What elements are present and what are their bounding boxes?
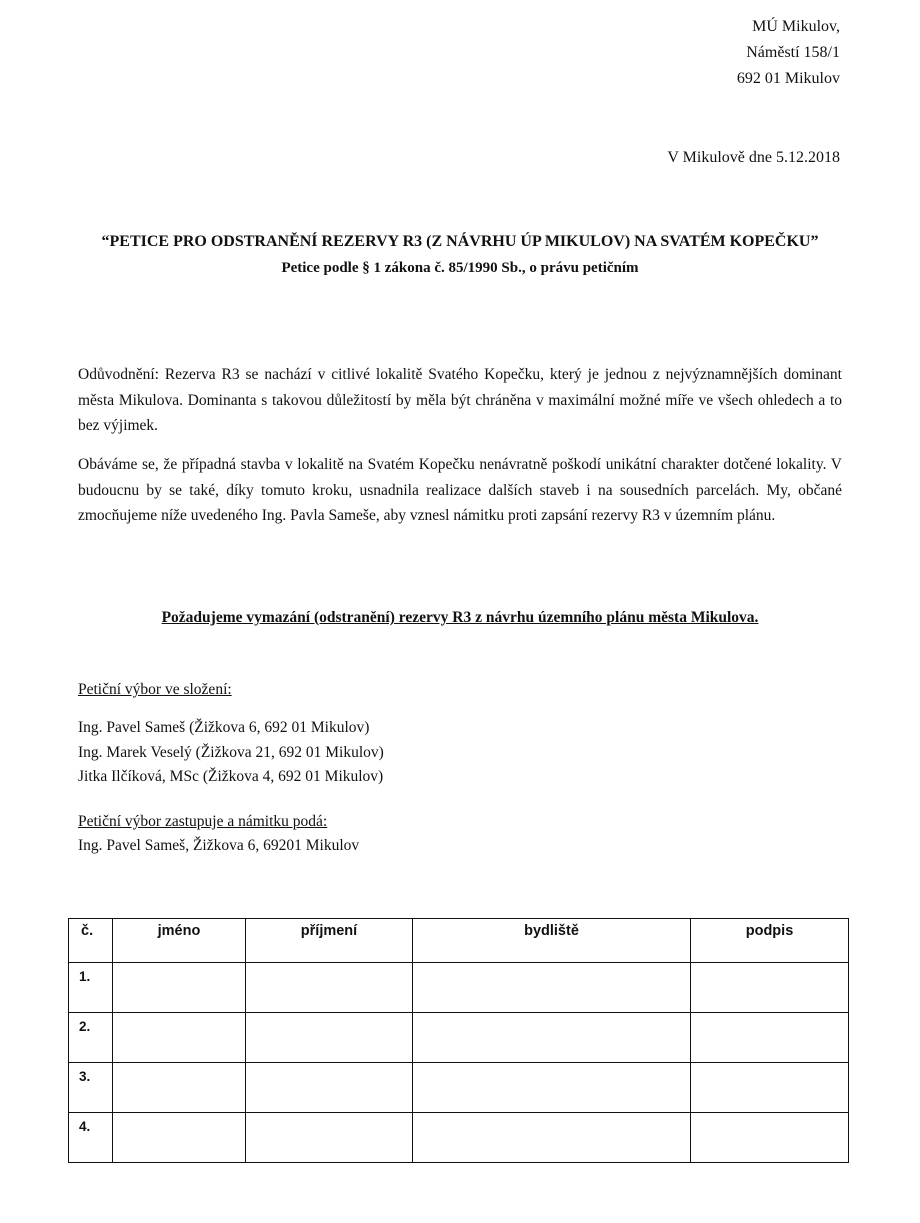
residence-cell[interactable] [413,1063,691,1113]
representative-block [78,810,359,858]
row-number: 4. [69,1113,113,1163]
residence-cell[interactable] [413,1013,691,1063]
petition-subtitle: Petice podle § 1 zákona č. 85/1990 Sb., o právu petičním [281,260,639,276]
table-row [69,1063,849,1113]
title-block [80,230,840,279]
last-name-cell[interactable] [246,1113,413,1163]
header-number: č. [69,919,113,963]
residence-cell[interactable] [413,1113,691,1163]
representative-heading: Petiční výbor zastupuje a námitku podá: [78,813,328,830]
signature-cell[interactable] [691,963,849,1013]
first-name-cell[interactable] [113,963,246,1013]
signature-cell[interactable] [691,1063,849,1113]
last-name-cell[interactable] [246,1013,413,1063]
last-name-cell[interactable] [246,1063,413,1113]
signature-table [68,918,849,1163]
committee-member: Ing. Marek Veselý (Žižkova 21, 692 01 Mikulov) [78,743,384,761]
recipient-address [737,14,840,92]
demand-statement: Požadujeme vymazání (odstranění) rezervy R3 z návrhu územního plánu města Mikulova. [161,609,759,626]
table-row [69,1113,849,1163]
table-row [69,963,849,1013]
header-first-name: jméno [113,919,246,963]
committee-members [78,716,384,790]
reasoning-paragraph: Odůvodnění: Rezerva R3 se nachází v citlivé lokalitě Svatého Kopečku, který je jednou z nejvýznamnějších dominant města Mikulova. Dominanta s takovou důležitostí by měla být chráněna v maximální možné míře ve všech ohledech a to bez výjimek. [78,366,842,434]
signature-cell[interactable] [691,1013,849,1063]
header-residence: bydliště [413,919,691,963]
signature-cell[interactable] [691,1113,849,1163]
committee-member: Jitka Ilčíková, MSc (Žižkova 4, 692 01 Mikulov) [78,768,384,785]
concern-paragraph: Obáváme se, že případná stavba v lokalitě na Svatém Kopečku nenávratně poškodí unikátní charakter dotčené lokality. V budoucnu by se také, díky tomuto kroku, usnadnila realizace dalších staveb i na sousedních parcelách. My, občané zmocňujeme níže uvedeného Ing. Pavla Sameše, aby vznesl námitku proti zapsání rezervy R3 v územním plánu. [78,456,842,524]
table-row [69,1013,849,1063]
recipient-line-1: MÚ Mikulov, [752,18,840,35]
committee-heading: Petiční výbor ve složení: [78,681,232,698]
table-header-row [69,919,849,963]
header-signature: podpis [691,919,849,963]
last-name-cell[interactable] [246,963,413,1013]
row-number: 2. [69,1013,113,1063]
first-name-cell[interactable] [113,1013,246,1063]
header-last-name: příjmení [246,919,413,963]
date-line: V Mikulově dne 5.12.2018 [667,149,840,166]
recipient-line-3: 692 01 Mikulov [736,70,840,87]
first-name-cell[interactable] [113,1113,246,1163]
row-number: 1. [69,963,113,1013]
petition-title: “PETICE PRO ODSTRANĚNÍ REZERVY R3 (Z NÁVRHU ÚP MIKULOV) NA SVATÉM KOPEČKU” [101,233,819,250]
committee-member: Ing. Pavel Sameš (Žižkova 6, 692 01 Mikulov) [78,719,370,736]
residence-cell[interactable] [413,963,691,1013]
row-number: 3. [69,1063,113,1113]
first-name-cell[interactable] [113,1063,246,1113]
representative-person: Ing. Pavel Sameš, Žižkova 6, 69201 Mikulov [78,837,360,854]
recipient-line-2: Náměstí 158/1 [746,44,840,61]
